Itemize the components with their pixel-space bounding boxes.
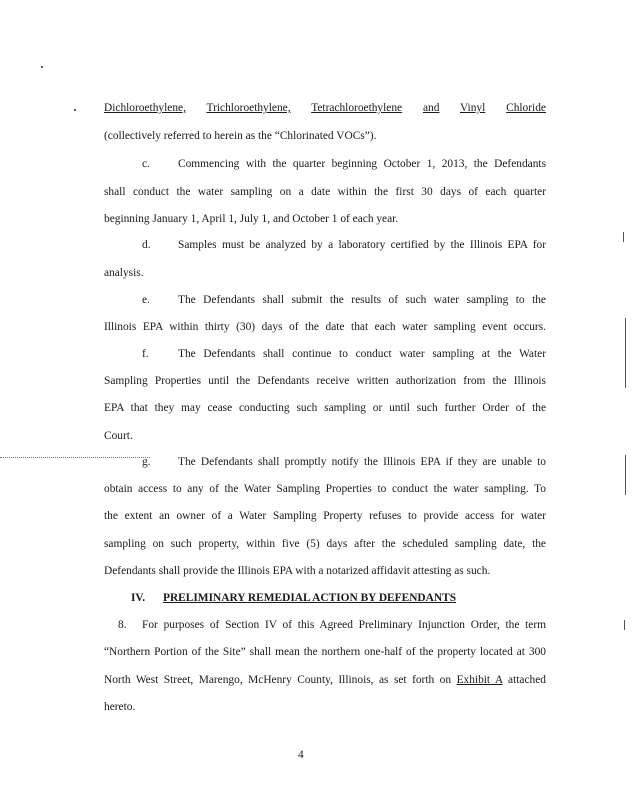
item-g-line-5: Defendants shall provide the Illinois EPA with a notarized affidavit attesting as such. xyxy=(104,565,491,577)
item-d-line-1: Samples must be analyzed by a laboratory certified by the Illinois EPA for xyxy=(178,239,546,251)
line-text: North West Street, Marengo, McHenry County, Illinois, as set forth on xyxy=(104,674,452,686)
scan-speck xyxy=(624,620,625,630)
item-e-line-1: The Defendants shall submit the results of such water sampling to the xyxy=(178,294,546,306)
item-g-line-3: the extent an owner of a Water Sampling Property refuses to provide access for water xyxy=(104,510,546,522)
chemical-name: Chloride xyxy=(506,102,546,114)
item-f-line-4: Court. xyxy=(104,430,133,442)
item-e-line-2: Illinois EPA within thirty (30) days of the date that each water sampling event occurs. xyxy=(104,321,546,333)
paragraph-8-line-3 xyxy=(104,673,546,687)
item-g-line-2: obtain access to any of the Water Sampling Properties to conduct the water sampling. To xyxy=(104,483,546,495)
paragraph-8-line-1: For purposes of Section IV of this Agreed Preliminary Injunction Order, the term xyxy=(142,619,546,631)
item-f-line-3: EPA that they may cease conducting such sampling or until such further Order of the xyxy=(104,402,546,414)
page-number: 4 xyxy=(298,749,304,761)
scan-speck xyxy=(41,66,43,68)
paragraph-label: 8. xyxy=(118,619,127,631)
chemical-name: Trichloroethylene, xyxy=(206,102,291,114)
item-label: c. xyxy=(142,158,150,170)
item-c-line-2: shall conduct the water sampling on a date within the first 30 days of each quarter xyxy=(104,186,546,198)
item-f-line-2: Sampling Properties until the Defendants receive written authorization from the Illinois xyxy=(104,375,546,387)
item-g-line-1: The Defendants shall promptly notify the Illinois EPA if they are unable to xyxy=(178,456,546,468)
continuation-line-2: (collectively referred to herein as the “Chlorinated VOCs”). xyxy=(104,130,377,142)
section-number: IV. xyxy=(131,592,146,604)
item-c-line-3: beginning January 1, April 1, July 1, and October 1 of each year. xyxy=(104,213,399,225)
item-d-line-2: analysis. xyxy=(104,267,144,279)
paragraph-8-line-4: hereto. xyxy=(104,701,136,713)
item-label: g. xyxy=(142,456,151,468)
item-label: f. xyxy=(142,348,149,360)
section-title: PRELIMINARY REMEDIAL ACTION BY DEFENDANTS xyxy=(163,592,457,604)
item-g-line-4: sampling on such property, within five (5) days after the scheduled sampling date, the xyxy=(104,538,546,550)
item-f-line-1: The Defendants shall continue to conduct water sampling at the Water xyxy=(178,348,546,360)
item-c-line-1: Commencing with the quarter beginning October 1, 2013, the Defendants xyxy=(178,158,546,170)
scan-speck xyxy=(74,109,76,111)
continuation-line-1 xyxy=(104,101,546,115)
exhibit-reference: Exhibit A xyxy=(456,674,503,686)
scan-speck xyxy=(625,455,626,495)
conjunction: and xyxy=(422,102,440,114)
line-text: attached xyxy=(508,674,546,686)
chemical-name: Dichloroethylene, xyxy=(104,102,186,114)
scan-dotted-line xyxy=(0,457,150,459)
paragraph-8-line-2: “Northern Portion of the Site” shall mean the northern one-half of the property located at 300 xyxy=(104,646,546,658)
chemical-name: Vinyl xyxy=(460,102,486,114)
scan-speck xyxy=(625,318,626,388)
chemical-name: Tetrachloroethylene xyxy=(311,102,403,114)
item-label: e. xyxy=(142,294,150,306)
item-label: d. xyxy=(142,239,151,251)
scan-speck xyxy=(623,232,624,242)
